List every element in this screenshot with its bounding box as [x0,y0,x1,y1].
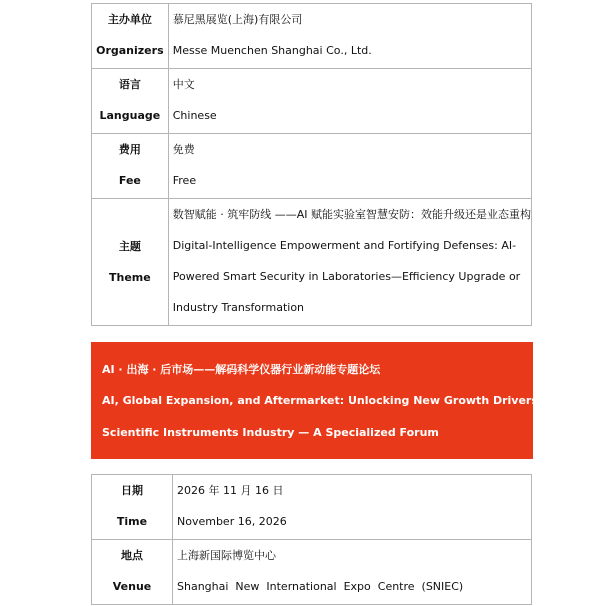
row-value-line: Chinese [172,109,217,122]
row-label-en: Fee [118,174,141,187]
label-cell-organizers [92,4,169,69]
value-cell-language [168,69,531,134]
row-label-en: Theme [109,271,151,284]
table-row-theme [92,199,532,326]
banner-title-en-line1: AI, Global Expansion, and Aftermarket: Unlocking New Growth Drivers for the [102,394,584,407]
row-label-zh: 日期 [121,484,143,497]
row-label-zh: 主题 [118,240,141,253]
table-row-language [92,69,532,134]
row-label-zh: 地点 [121,549,143,562]
table-row-venue [92,540,532,605]
row-value-line: 2026 年 11 月 16 日 [177,484,284,497]
value-cell-fee [168,134,531,199]
row-value-line: November 16, 2026 [177,515,287,528]
label-cell-fee [92,134,169,199]
forum-banner [91,342,584,459]
row-label-en: Organizers [96,44,164,57]
row-value-line: Industry Transformation [172,301,305,314]
banner-title-zh: AI · 出海 · 后市场——解码科学仪器行业新动能专题论坛 [102,363,381,376]
row-label-en: Venue [112,580,152,593]
table-row-organizers [92,4,532,69]
row-value-line: 慕尼黑展览(上海)有限公司 [172,13,303,26]
row-value-line: Free [172,174,197,187]
forum-info-table [91,474,532,605]
row-value-line: 免费 [172,143,195,156]
label-cell-time [92,475,173,540]
row-value-line: 数智赋能 · 筑牢防线 ——AI 赋能实验室智慧安防：效能升级还是业态重构 [172,208,531,221]
value-cell-theme [168,199,531,326]
table-row-fee [92,134,532,199]
row-label-zh: 主办单位 [107,13,152,26]
row-value-line: 上海新国际博览中心 [177,549,276,562]
row-value-line: Digital-Intelligence Empowerment and Fortifying Defenses: AI- [172,239,517,252]
row-value-line: 中文 [172,78,195,91]
row-label-zh: 语言 [118,78,141,91]
value-cell-venue [173,540,532,605]
label-cell-venue [92,540,173,605]
row-label-en: Language [99,109,161,122]
label-cell-theme [92,199,169,326]
table-row-time [92,475,532,540]
row-label-zh: 费用 [118,143,141,156]
value-cell-organizers [168,4,531,69]
row-label-en: Time [116,515,148,528]
row-value-line: Powered Smart Security in Laboratories—Efficiency Upgrade or [172,270,521,283]
label-cell-language [92,69,169,134]
banner-title-en-line2: Scientific Instruments Industry — A Specialized Forum [102,426,439,439]
event-info-table [91,3,532,326]
value-cell-time [173,475,532,540]
row-value-line: Messe Muenchen Shanghai Co., Ltd. [172,44,372,57]
row-value-line: Shanghai New International Expo Centre (SNIEC) [177,580,464,593]
